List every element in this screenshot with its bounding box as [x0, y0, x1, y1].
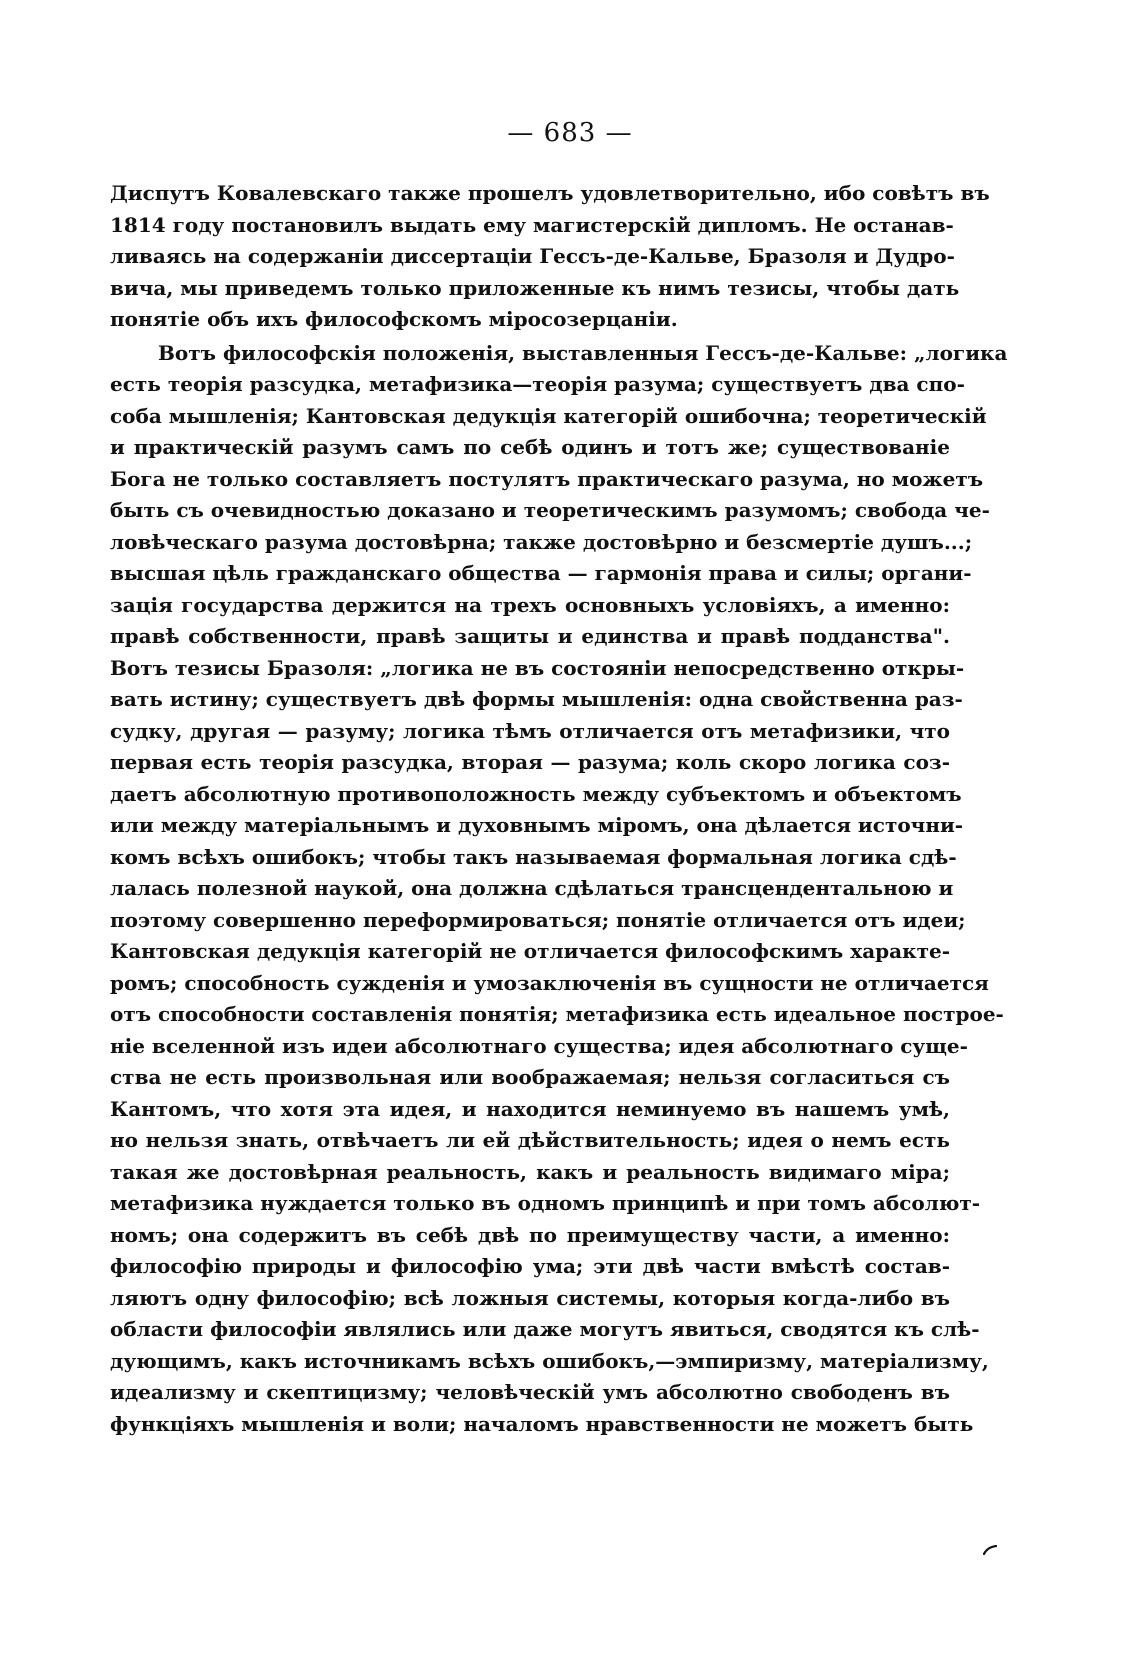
text-line: ляютъ одну философію; всѣ ложныя системы, которыя когда-либо въ: [110, 1285, 950, 1310]
text-line: правѣ собственности, правѣ защиты и единства и правѣ подданства".: [110, 624, 950, 648]
page-number: — 683 —: [507, 118, 633, 148]
text-line: метафизика нуждается только въ одномъ принципѣ и при томъ абсолют-: [110, 1191, 981, 1215]
text-line: философію природы и философію ума; эти двѣ части вмѣстѣ состав-: [110, 1254, 950, 1278]
text-line: дующимъ, какъ источникамъ всѣхъ ошибокъ,—эмпиризму, матеріализму,: [110, 1348, 989, 1373]
text-line: номъ; она содержитъ въ себѣ двѣ по преимуществу части, а именно:: [110, 1222, 950, 1247]
text-line: комъ всѣхъ ошибокъ; чтобы такъ называемая формальная логика сдѣ-: [110, 844, 957, 869]
text-line: вича, мы приведемъ только приложенные къ нимъ тезисы, чтобы дать: [110, 275, 960, 300]
text-line: поэтому совершенно переформироваться; понятіе отличается отъ идеи;: [110, 907, 966, 932]
text-line: ніе вселенной изъ идеи абсолютнаго существа; идея абсолютнаго суще-: [110, 1033, 968, 1058]
text-line: даетъ абсолютную противоположность между субъектомъ и объектомъ: [110, 781, 962, 806]
text-line: 1814 году постановилъ выдать ему магистерскій дипломъ. Не останав-: [110, 212, 954, 237]
text-line: соба мышленія; Кантовская дедукція категорій ошибочна; теоретическій: [110, 403, 987, 428]
text-line: ромъ; способность сужденія и умозаключенія въ сущности не отличается: [110, 970, 989, 995]
text-line: Кантомъ, что хотя эта идея, и находится неминуемо въ нашемъ умѣ,: [110, 1096, 950, 1121]
text-line: зація государства держится на трехъ основныхъ условіяхъ, а именно:: [110, 592, 950, 617]
text-line: и практическій разумъ самъ по себѣ одинъ и тотъ же; существованіе: [110, 435, 950, 459]
text-line: ливаясь на содержаніи диссертаціи Гессъ-де-Кальве, Бразоля и Дудро-: [110, 244, 955, 268]
text-line: есть теорія разсудка, метафизика—теорія разума; существуетъ два спо-: [110, 372, 965, 396]
paragraph-2: [110, 338, 1008, 1441]
text-line: Вотъ тезисы Бразоля: „логика не въ состояніи непосредственно откры-: [110, 655, 965, 680]
text-line: функціяхъ мышленія и воли; началомъ нравственности не можетъ быть: [110, 1411, 974, 1436]
text-line: или между матеріальнымъ и духовнымъ міромъ, она дѣлается источни-: [110, 813, 964, 837]
text-line: высшая цѣль гражданскаго общества — гармонія права и силы; органи-: [110, 561, 972, 585]
text-line: идеализму и скептицизму; человѣческій умъ абсолютно свободенъ въ: [110, 1380, 950, 1404]
text-line: ловѣческаго разума достовѣрна; также достовѣрно и безсмертіе душъ...;: [110, 529, 973, 554]
text-line: Вотъ философскія положенія, выставленныя Гессъ-де-Кальве: „логика: [158, 340, 1008, 365]
text-line: но нельзя знать, отвѣчаетъ ли ей дѣйствительность; идея о немъ есть: [110, 1128, 950, 1152]
text-line: Диспутъ Ковалевскаго также прошелъ удовлетворительно, ибо совѣтъ въ: [110, 181, 990, 205]
text-line: ства не есть произвольная или воображаемая; нельзя согласиться съ: [110, 1065, 950, 1089]
paragraph-1: [110, 178, 990, 336]
body-text: [110, 178, 1008, 1440]
text-line: области философіи являлись или даже могутъ явиться, сводятся къ слѣ-: [110, 1317, 980, 1341]
text-line: быть съ очевидностью доказано и теоретическимъ разумомъ; свобода че-: [110, 498, 990, 522]
text-line: Бога не только составляетъ постулятъ практическаго разума, но можетъ: [110, 466, 984, 491]
text-line: лалась полезной наукой, она должна сдѣлаться трансцендентальною и: [110, 876, 954, 900]
text-line: вать истину; существуетъ двѣ формы мышленія: одна свойственна раз-: [110, 687, 963, 711]
ink-mark-icon: [983, 1545, 997, 1555]
text-line: судку, другая — разуму; логика тѣмъ отличается отъ метафизики, что: [110, 718, 950, 743]
text-line: такая же достовѣрная реальность, какъ и реальность видимаго міра;: [110, 1159, 950, 1184]
text-line: первая есть теорія разсудка, вторая — разума; коль скоро логика соз-: [110, 750, 950, 774]
text-line: понятіе объ ихъ философскомъ міросозерцаніи.: [110, 307, 678, 331]
text-line: отъ способности составленія понятія; метафизика есть идеальное построе-: [110, 1002, 1004, 1026]
text-line: Кантовская дедукція категорій не отличается философскимъ характе-: [110, 939, 950, 963]
